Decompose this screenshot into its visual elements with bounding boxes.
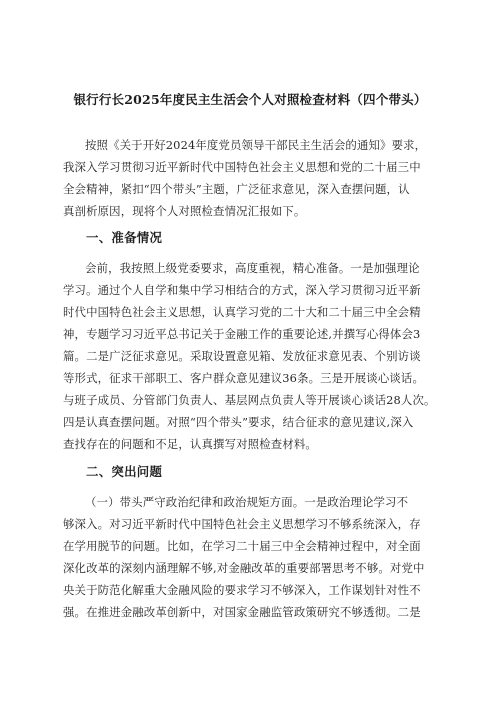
intro-line: 真剖析原因，现将个人对照检查情况汇报如下。: [63, 204, 306, 218]
paragraph-line: 与班子成员、分管部门负责人、基层网点负责人等开展谈心谈话28人次。: [63, 393, 436, 407]
paragraph-line: 等形式，征求干部职工、客户群众意见建议36条。三是开展谈心谈话。: [63, 371, 425, 385]
section-heading-preparation: 一、准备情况: [86, 230, 163, 245]
paragraph-line: 在学用脱节的问题。比如，在学习二十届三中全会精神过程中，对全面: [63, 539, 421, 553]
paragraph-line: 强。在推进金融改革创新中，对国家金融监管政策研究不够透彻。二是: [63, 605, 421, 619]
section-heading-problems: 二、突出问题: [86, 464, 163, 479]
paragraph-line: 神，专题学习习近平总书记关于金融工作的重要论述,并撰写心得体会3: [63, 327, 421, 341]
intro-line: 按照《关于开好2024年度党员领导干部民主生活会的通知》要求，: [85, 138, 427, 152]
paragraph-line: 学习。通过个人自学和集中学习相结合的方式，深入学习贯彻习近平新: [63, 283, 421, 297]
paragraph-line: 够深入。对习近平新时代中国特色社会主义思想学习不够系统深入，存: [63, 517, 421, 531]
paragraph-line: 时代中国特色社会主义思想，认真学习党的二十大和二十届三中全会精: [63, 305, 421, 319]
paragraph-line: （一）带头严守政治纪律和政治规矩方面。一是政治理论学习不: [85, 495, 409, 509]
paragraph-line: 会前，我按照上级党委要求，高度重视，精心准备。一是加强理论: [85, 261, 420, 275]
intro-line: 我深入学习贯彻习近平新时代中国特色社会主义思想和党的二十届三中: [63, 160, 421, 174]
paragraph-line: 央关于防范化解重大金融风险的要求学习不够深入，工作谋划针对性不: [63, 583, 421, 597]
intro-line: 全会精神，紧扣“四个带头”主题，广泛征求意见，深入查摆问题，认: [63, 182, 410, 196]
paragraph-line: 四是认真查摆问题。对照“四个带头”要求，结合征求的意见建议,深入: [63, 415, 414, 429]
paragraph-line: 篇。二是广泛征求意见。采取设置意见箱、发放征求意见表、个别访谈: [63, 349, 421, 363]
document-title: 银行行长2025年度民主生活会个人对照检查材料（四个带头）: [73, 92, 427, 107]
paragraph-line: 深化改革的深刻内涵理解不够,对金融改革的重要部署思考不够。对党中: [63, 561, 425, 575]
paragraph-line: 查找存在的问题和不足，认真撰写对照检查材料。: [63, 437, 317, 451]
